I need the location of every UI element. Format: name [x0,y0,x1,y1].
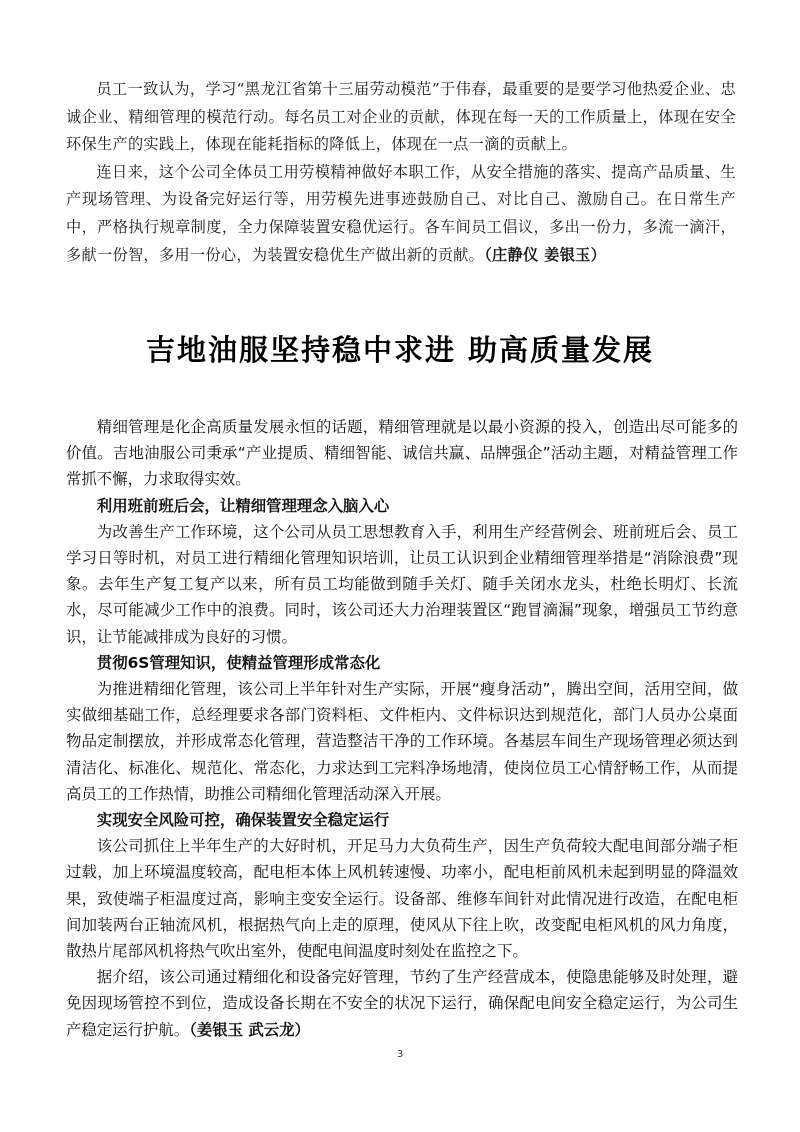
section-heading-1: 利用班前班后会，让精细管理理念入脑入心 [96,496,390,515]
article-title: 吉地油服坚持稳中求进 助高质量发展 [145,333,655,367]
article-byline: （姜银玉 武云龙） [189,1020,310,1039]
prev-article-paragraph-2 [66,159,736,269]
section-heading-2: 贯彻6S管理知识，使精益管理形成常态化 [96,653,381,672]
page-number: 3 [396,1049,404,1060]
prev-article-paragraph-2-text: 连日来，这个公司全体员工用劳模精神做好本职工作，从安全措施的落实、提高产品质量、生产现场管理、为设备完好运行等，用劳模先进事迹鼓励自己、对比自己、激励自己。在日常生产中，严格执行规章制度，全力保障装置安稳优运行。各车间员工倡议，多出一份力，多流一滴汗，多献一份智，多用一份心，为装置安稳优生产做出新的贡献。 [66,162,736,264]
section-heading-3: 实现安全风险可控，确保装置安全稳定运行 [96,811,390,830]
section-text-1: 为改善生产工作环境，这个公司从员工思想教育入手，利用生产经营例会、班前班后会、员工学习日等时机，对员工进行精细化管理知识培训，让员工认识到企业精细管理举措是“消除浪费”现象。去年生产复工复产以来，所有员工均能做到随手关灯、随手关闭水龙头，杜绝长明灯、长流水，尽可能减少工作中的浪费。同时，该公司还大力治理装置区“跑冒滴漏”现象，增强员工节约意识，让节能减排成为良好的习惯。 [66,522,738,646]
section-text-2: 为推进精细化管理，该公司上半年针对生产实际，开展“瘦身活动”，腾出空间，活用空间，做实做细基础工作，总经理要求各部门资料柜、文件柜内、文件标识达到规范化，部门人员办公桌面物品定制摆放，并形成常态化管理，营造整洁干净的工作环境。各基层车间生产现场管理必须达到清洁化、标准化、规范化、常态化，力求达到工完料净场地清，使岗位员工心情舒畅工作，从而提高员工的工作热情，助推公司精细化管理活动深入开展。 [66,680,738,803]
article-body [66,414,738,1043]
article-closing [66,964,738,1043]
prev-article-paragraph-1: 员工一致认为，学习“黑龙江省第十三届劳动模范”于伟春，最重要的是要学习他热爱企业、忠诚企业、精细管理的模范行动。每名员工对企业的贡献，体现在每一天的工作质量上，体现在安全环保生产的实践上，体现在能耗指标的降低上，体现在一点一滴的贡献上。 [66,80,736,154]
previous-article-continuation [66,76,736,269]
prev-article-byline: （庄静仪 姜银玉） [484,245,607,264]
article-intro: 精细管理是化企高质量发展永恒的话题，精细管理就是以最小资源的投入，创造出尽可能多的价值。吉地油服公司秉承“产业提质、精细智能、诚信共赢、品牌强企”活动主题，对精益管理工作常抓不懈，力求取得实效。 [66,418,738,489]
article-closing-text: 据介绍，该公司通过精细化和设备完好管理，节约了生产经营成本，使隐患能够及时处理，避免因现场管控不到位，造成设备长期在不安全的状况下运行，确保配电间安全稳定运行，为公司生产稳定运行护航。 [66,968,738,1039]
section-text-3: 该公司抓住上半年生产的大好时机，开足马力大负荷生产，因生产负荷较大配电间部分端子柜过载，加上环境温度较高，配电柜本体上风机转速慢、功率小，配电柜前风机未起到明显的降温效果，致使端子柜温度过高，影响主变安全运行。设备部、维修车间针对此情况进行改造，在配电柜间加装两台正轴流风机，根据热气向上走的原理，使风从下往上吹，改变配电柜风机的风力角度，散热片尾部风机将热气吹出室外，使配电间温度时刻处在监控之下。 [66,837,738,961]
